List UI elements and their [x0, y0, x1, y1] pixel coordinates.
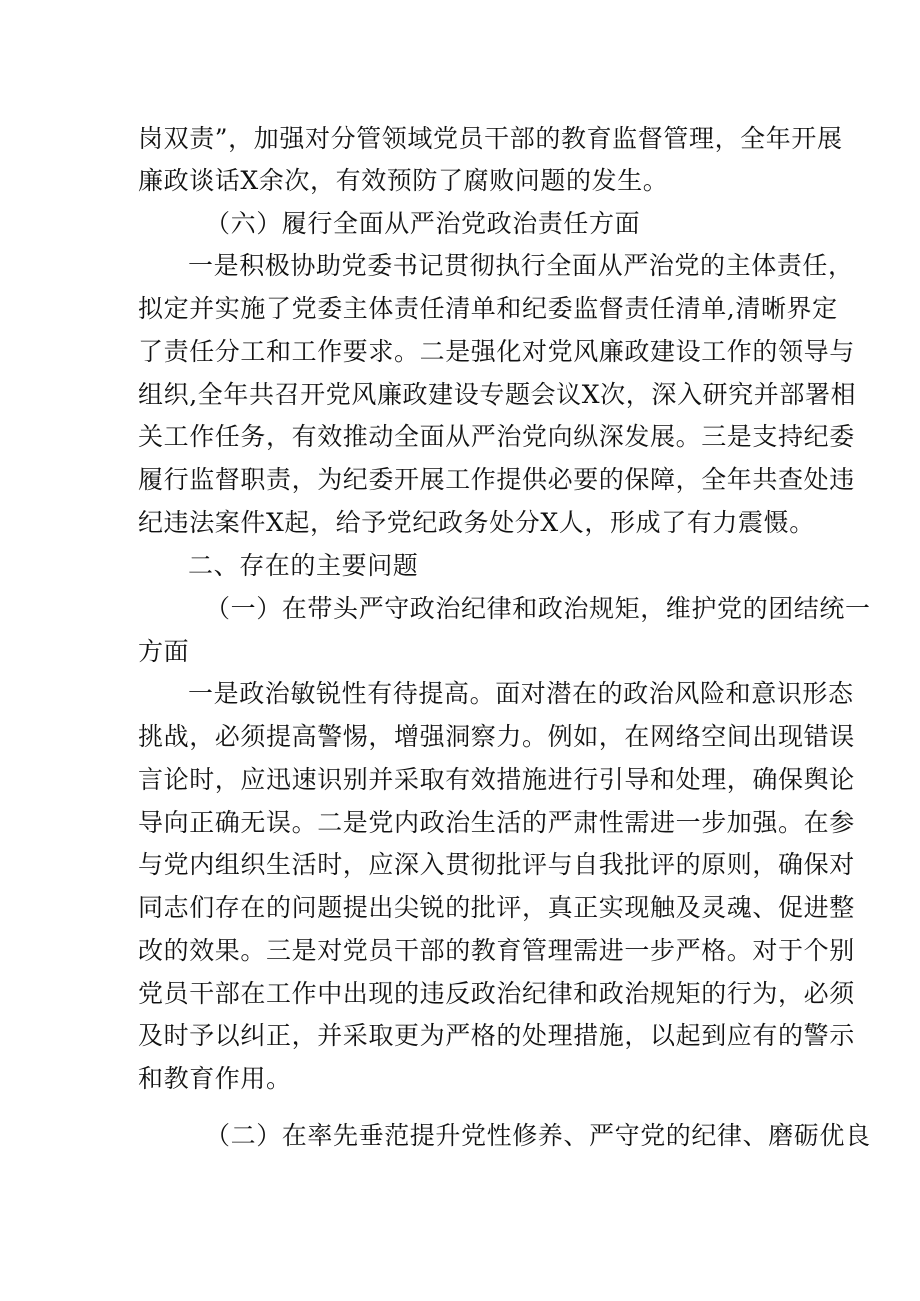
paragraph-line: 廉政谈话X余次，有效预防了腐败问题的发生。 — [138, 166, 669, 195]
paragraph-line: 履行监督职责，为纪委开展工作提供必要的保障，全年共查处违 — [138, 465, 855, 494]
section-heading-1-continued: 方面 — [138, 637, 190, 666]
paragraph-line: 关工作任务，有效推动全面从严治党向纵深发展。三是支持纪委 — [138, 422, 855, 451]
paragraph-line: 一是积极协助党委书记贯彻执行全面从严治党的主体责任， — [188, 251, 854, 280]
paragraph-line: 改的效果。三是对党员干部的教育管理需进一步严格。对于个别 — [138, 936, 855, 965]
paragraph-line: 纪违法案件X起，给予党纪政务处分X人，形成了有力震慑。 — [138, 508, 815, 537]
paragraph-line: 与党内组织生活时，应深入贯彻批评与自我批评的原则，确保对 — [138, 850, 855, 879]
paragraph-line: 岗双责”，加强对分管领域党员干部的教育监督管理，全年开展 — [138, 124, 843, 153]
section-heading-1: （一）在带头严守政治纪律和政治规矩，维护党的团结统一 — [205, 594, 871, 623]
section-heading-2: （二）在率先垂范提升党性修养、严守党的纪律、磨砺优良 — [205, 1121, 871, 1150]
paragraph-line: 一是政治敏锐性有待提高。面对潜在的政治风险和意识形态 — [188, 679, 854, 708]
paragraph-line: 党员干部在工作中出现的违反政治纪律和政治规矩的行为，必须 — [138, 979, 855, 1008]
paragraph-line: 了责任分工和工作要求。二是强化对党风廉政建设工作的领导与 — [138, 337, 855, 366]
chapter-heading-2: 二、存在的主要问题 — [188, 551, 419, 580]
paragraph-line: 及时予以纠正，并采取更为严格的处理措施，以起到应有的警示 — [138, 1021, 855, 1050]
paragraph-line: 拟定并实施了党委主体责任清单和纪委监督责任清单,清晰界定 — [138, 294, 838, 323]
paragraph-line: 导向正确无误。二是党内政治生活的严肃性需进一步加强。在参 — [138, 808, 855, 837]
paragraph-line: 挑战，必须提高警惕，增强洞察力。例如，在网络空间出现错误 — [138, 722, 855, 751]
paragraph-line: 组织,全年共召开党风廉政建设专题会议X次，深入研究并部署相 — [138, 380, 857, 409]
paragraph-line: 同志们存在的问题提出尖锐的批评，真正实现触及灵魂、促进整 — [138, 893, 855, 922]
section-heading-6: （六）履行全面从严治党政治责任方面 — [205, 209, 641, 238]
paragraph-line: 言论时，应迅速识别并采取有效措施进行引导和处理，确保舆论 — [138, 765, 855, 794]
paragraph-line: 和教育作用。 — [138, 1064, 292, 1093]
